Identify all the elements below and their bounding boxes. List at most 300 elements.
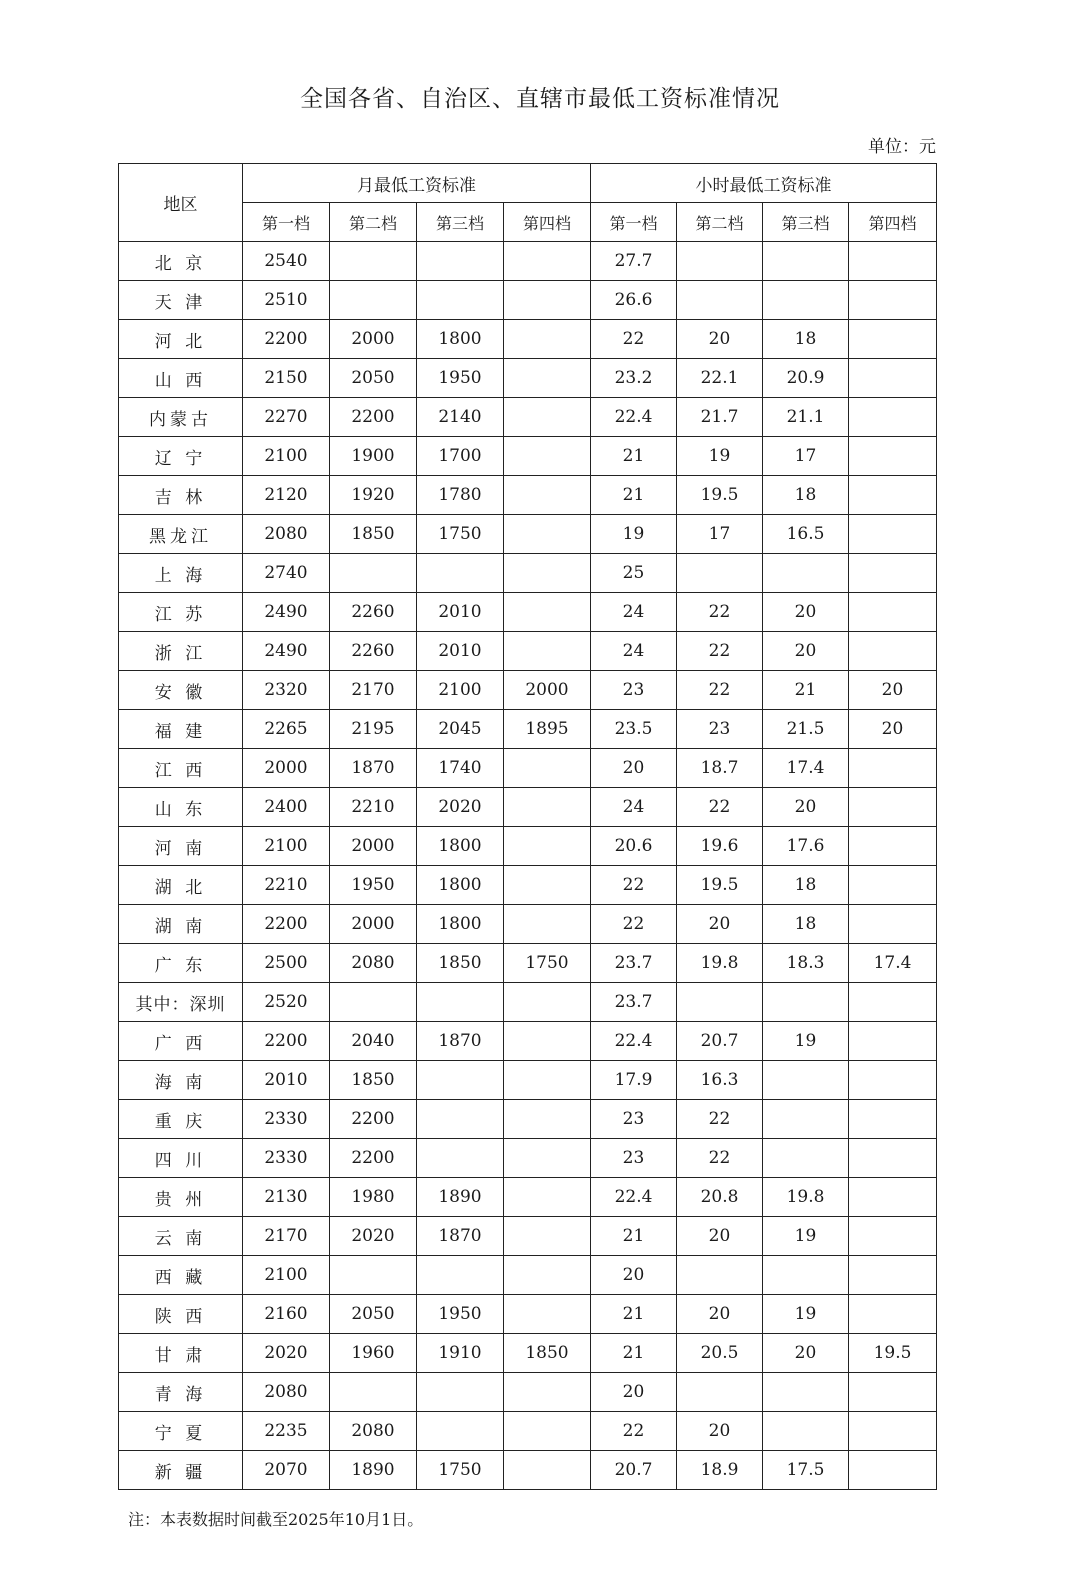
monthly-tier-3-cell [417, 1256, 504, 1295]
region-cell: 山 西 [119, 359, 243, 398]
monthly-tier-1-cell: 2200 [243, 1022, 330, 1061]
monthly-tier-2-cell: 2200 [330, 1139, 417, 1178]
monthly-tier-1-cell: 2740 [243, 554, 330, 593]
hourly-tier-3-cell: 20.9 [763, 359, 849, 398]
monthly-tier-4-cell [504, 983, 591, 1022]
region-cell: 安 徽 [119, 671, 243, 710]
hourly-tier-2-cell: 20 [677, 1217, 763, 1256]
monthly-tier-1-cell: 2520 [243, 983, 330, 1022]
monthly-tier-3-cell: 1850 [417, 944, 504, 983]
table-row [119, 1061, 937, 1100]
monthly-tier-2-cell: 2000 [330, 827, 417, 866]
monthly-tier-3-cell [417, 242, 504, 281]
monthly-tier-2-cell: 1870 [330, 749, 417, 788]
monthly-tier-4-cell [504, 866, 591, 905]
hourly-tier-2-cell: 22 [677, 788, 763, 827]
monthly-tier-1-cell: 2160 [243, 1295, 330, 1334]
hourly-tier-3-cell: 18 [763, 476, 849, 515]
table-row [119, 359, 937, 398]
monthly-tier-3-cell: 1740 [417, 749, 504, 788]
region-cell: 贵 州 [119, 1178, 243, 1217]
table-row [119, 476, 937, 515]
monthly-tier-3-cell: 1870 [417, 1022, 504, 1061]
table-row [119, 437, 937, 476]
region-cell: 其中：深圳 [119, 983, 243, 1022]
region-cell: 广 东 [119, 944, 243, 983]
table-row [119, 515, 937, 554]
hourly-tier-2-cell: 23 [677, 710, 763, 749]
region-cell: 山 东 [119, 788, 243, 827]
hourly-tier-2-cell: 20 [677, 320, 763, 359]
hourly-tier-4-cell [849, 1061, 937, 1100]
footnote: 注：本表数据时间截至2025年10月1日。 [128, 1510, 424, 1529]
hourly-tier-4-cell [849, 359, 937, 398]
hourly-tier-1-cell: 23.2 [591, 359, 677, 398]
table-row [119, 710, 937, 749]
monthly-tier-2-cell: 2195 [330, 710, 417, 749]
monthly-tier-3-cell: 1700 [417, 437, 504, 476]
table-row [119, 1022, 937, 1061]
hourly-tier-4-cell [849, 1100, 937, 1139]
hourly-tier-2-cell: 22 [677, 632, 763, 671]
hourly-tier-2-cell: 16.3 [677, 1061, 763, 1100]
hourly-tier-1-cell: 23 [591, 1100, 677, 1139]
hourly-tier-3-cell: 18 [763, 320, 849, 359]
monthly-tier-4-cell [504, 515, 591, 554]
hourly-tier-3-cell: 19 [763, 1295, 849, 1334]
monthly-tier-1-cell: 2320 [243, 671, 330, 710]
monthly-tier-3-cell: 1800 [417, 905, 504, 944]
hourly-tier-1-cell: 23.5 [591, 710, 677, 749]
monthly-tier-4-cell: 1895 [504, 710, 591, 749]
hourly-tier-3-cell: 18 [763, 905, 849, 944]
hourly-tier-1-cell: 20.7 [591, 1451, 677, 1490]
monthly-tier-4-cell [504, 1295, 591, 1334]
hourly-tier-1-cell: 22 [591, 1412, 677, 1451]
min-wage-table [118, 163, 937, 1490]
hourly-tier-3-cell: 21 [763, 671, 849, 710]
hourly-tier-4-cell [849, 1139, 937, 1178]
region-cell: 天 津 [119, 281, 243, 320]
region-cell: 福 建 [119, 710, 243, 749]
hourly-header: 小时最低工资标准 [591, 164, 937, 203]
unit-label: 单位：元 [868, 137, 936, 157]
monthly-tier-1-cell: 2265 [243, 710, 330, 749]
region-cell: 江 西 [119, 749, 243, 788]
monthly-tier-3-cell: 1870 [417, 1217, 504, 1256]
hourly-tier-1-cell: 20 [591, 1373, 677, 1412]
monthly-tier-2-cell [330, 242, 417, 281]
monthly-tier-3-cell: 1750 [417, 515, 504, 554]
hourly-tier-4-cell: 19.5 [849, 1334, 937, 1373]
region-cell: 新 疆 [119, 1451, 243, 1490]
monthly-tier-4-cell [504, 359, 591, 398]
monthly-tier-4-cell [504, 554, 591, 593]
hourly-tier-3-cell [763, 1061, 849, 1100]
hourly-tier-3-cell: 19 [763, 1217, 849, 1256]
table-row [119, 1412, 937, 1451]
monthly-tier-1-cell: 2235 [243, 1412, 330, 1451]
hourly-tier-3-cell: 17.4 [763, 749, 849, 788]
monthly-tier-3-cell [417, 983, 504, 1022]
region-cell: 陕 西 [119, 1295, 243, 1334]
monthly-header: 月最低工资标准 [243, 164, 591, 203]
monthly-tier-3-cell [417, 1412, 504, 1451]
hourly-tier-2-cell: 18.7 [677, 749, 763, 788]
monthly-tier-2-cell: 2200 [330, 1100, 417, 1139]
region-cell: 吉 林 [119, 476, 243, 515]
hourly-tier-1-cell: 21 [591, 1217, 677, 1256]
monthly-tier-4-cell [504, 437, 591, 476]
hourly-tier-1-cell: 23.7 [591, 944, 677, 983]
hourly-tier-2-cell: 22 [677, 1100, 763, 1139]
monthly-tier-4-cell [504, 1178, 591, 1217]
hourly-tier-1-cell: 24 [591, 788, 677, 827]
region-cell: 江 苏 [119, 593, 243, 632]
monthly-tier-4-cell [504, 1022, 591, 1061]
region-cell: 四 川 [119, 1139, 243, 1178]
hourly-tier-1-cell: 22 [591, 320, 677, 359]
hourly-tier-4-cell [849, 632, 937, 671]
monthly-tier-3-cell: 1950 [417, 1295, 504, 1334]
hourly-tier-4-cell [849, 1022, 937, 1061]
monthly-tier-3-cell: 2020 [417, 788, 504, 827]
hourly-tier-4-cell [849, 554, 937, 593]
hourly-tier-3-cell [763, 281, 849, 320]
hourly-tier-4-cell [849, 320, 937, 359]
monthly-tier-2-cell [330, 1373, 417, 1412]
hourly-tier-3-cell [763, 554, 849, 593]
monthly-tier-2-cell: 1920 [330, 476, 417, 515]
hourly-tier-1-cell: 27.7 [591, 242, 677, 281]
monthly-tier-2-cell [330, 281, 417, 320]
table-row [119, 1334, 937, 1373]
table-row [119, 242, 937, 281]
monthly-tier-4-cell [504, 905, 591, 944]
monthly-tier-3-cell: 2140 [417, 398, 504, 437]
monthly-tier-3-cell [417, 554, 504, 593]
monthly-tier-2-cell: 2050 [330, 1295, 417, 1334]
monthly-tier-2-cell: 2000 [330, 320, 417, 359]
hourly-tier-1-header: 第一档 [591, 203, 677, 242]
monthly-tier-1-cell: 2120 [243, 476, 330, 515]
monthly-tier-1-cell: 2330 [243, 1139, 330, 1178]
hourly-tier-1-cell: 23.7 [591, 983, 677, 1022]
monthly-tier-1-cell: 2490 [243, 593, 330, 632]
hourly-tier-3-cell: 20 [763, 788, 849, 827]
monthly-tier-2-cell [330, 983, 417, 1022]
hourly-tier-3-cell [763, 1139, 849, 1178]
hourly-tier-2-cell: 20 [677, 1295, 763, 1334]
hourly-tier-1-cell: 25 [591, 554, 677, 593]
region-cell: 河 南 [119, 827, 243, 866]
monthly-tier-4-cell: 1850 [504, 1334, 591, 1373]
monthly-tier-4-cell [504, 1217, 591, 1256]
hourly-tier-4-cell: 17.4 [849, 944, 937, 983]
region-cell: 黑龙江 [119, 515, 243, 554]
hourly-tier-4-cell [849, 437, 937, 476]
region-cell: 辽 宁 [119, 437, 243, 476]
monthly-tier-3-cell: 2010 [417, 593, 504, 632]
monthly-tier-4-cell [504, 281, 591, 320]
monthly-tier-1-cell: 2010 [243, 1061, 330, 1100]
hourly-tier-2-cell: 21.7 [677, 398, 763, 437]
table-row [119, 632, 937, 671]
hourly-tier-2-cell [677, 554, 763, 593]
region-cell: 甘 肃 [119, 1334, 243, 1373]
hourly-tier-2-cell: 20 [677, 905, 763, 944]
hourly-tier-4-cell [849, 1217, 937, 1256]
hourly-tier-1-cell: 20.6 [591, 827, 677, 866]
region-cell: 内蒙古 [119, 398, 243, 437]
monthly-tier-1-cell: 2200 [243, 320, 330, 359]
monthly-tier-2-cell: 2040 [330, 1022, 417, 1061]
hourly-tier-1-cell: 26.6 [591, 281, 677, 320]
region-cell: 上 海 [119, 554, 243, 593]
monthly-tier-2-cell [330, 1256, 417, 1295]
monthly-tier-1-header: 第一档 [243, 203, 330, 242]
table-row [119, 1373, 937, 1412]
table-row [119, 1178, 937, 1217]
hourly-tier-1-cell: 21 [591, 1295, 677, 1334]
monthly-tier-4-cell [504, 632, 591, 671]
monthly-tier-1-cell: 2000 [243, 749, 330, 788]
monthly-tier-1-cell: 2080 [243, 1373, 330, 1412]
monthly-tier-3-cell [417, 1100, 504, 1139]
table-row [119, 320, 937, 359]
monthly-tier-1-cell: 2170 [243, 1217, 330, 1256]
hourly-tier-1-cell: 22 [591, 905, 677, 944]
table-row [119, 1139, 937, 1178]
monthly-tier-1-cell: 2080 [243, 515, 330, 554]
hourly-tier-4-cell [849, 1451, 937, 1490]
region-cell: 海 南 [119, 1061, 243, 1100]
table-row [119, 1217, 937, 1256]
hourly-tier-2-cell: 20 [677, 1412, 763, 1451]
table-row [119, 1295, 937, 1334]
hourly-tier-2-cell: 19.5 [677, 866, 763, 905]
table-row [119, 749, 937, 788]
hourly-tier-4-cell [849, 593, 937, 632]
table-row [119, 593, 937, 632]
region-cell: 青 海 [119, 1373, 243, 1412]
region-cell: 河 北 [119, 320, 243, 359]
hourly-tier-3-cell: 20 [763, 1334, 849, 1373]
monthly-tier-3-cell [417, 1373, 504, 1412]
monthly-tier-2-cell: 2050 [330, 359, 417, 398]
monthly-tier-3-header: 第三档 [417, 203, 504, 242]
monthly-tier-2-cell: 1890 [330, 1451, 417, 1490]
monthly-tier-1-cell: 2210 [243, 866, 330, 905]
monthly-tier-4-cell [504, 1061, 591, 1100]
monthly-tier-3-cell: 2010 [417, 632, 504, 671]
monthly-tier-1-cell: 2540 [243, 242, 330, 281]
hourly-tier-4-header: 第四档 [849, 203, 937, 242]
table-row [119, 983, 937, 1022]
table-row [119, 671, 937, 710]
monthly-tier-4-cell [504, 1451, 591, 1490]
hourly-tier-2-cell: 22 [677, 1139, 763, 1178]
monthly-tier-4-cell [504, 827, 591, 866]
monthly-tier-1-cell: 2130 [243, 1178, 330, 1217]
hourly-tier-4-cell [849, 1178, 937, 1217]
hourly-tier-2-cell: 17 [677, 515, 763, 554]
monthly-tier-4-cell [504, 1256, 591, 1295]
hourly-tier-3-cell: 18.3 [763, 944, 849, 983]
hourly-tier-3-cell [763, 1373, 849, 1412]
hourly-tier-4-cell: 20 [849, 671, 937, 710]
hourly-tier-4-cell [849, 749, 937, 788]
region-cell: 浙 江 [119, 632, 243, 671]
region-cell: 重 庆 [119, 1100, 243, 1139]
hourly-tier-2-cell: 22 [677, 593, 763, 632]
hourly-tier-1-cell: 24 [591, 632, 677, 671]
monthly-tier-4-cell: 2000 [504, 671, 591, 710]
hourly-tier-1-cell: 20 [591, 1256, 677, 1295]
hourly-tier-4-cell [849, 1295, 937, 1334]
region-header: 地区 [119, 164, 243, 242]
hourly-tier-1-cell: 19 [591, 515, 677, 554]
monthly-tier-3-cell: 2100 [417, 671, 504, 710]
monthly-tier-4-cell [504, 1100, 591, 1139]
monthly-tier-1-cell: 2100 [243, 1256, 330, 1295]
monthly-tier-3-cell: 1800 [417, 827, 504, 866]
table-row [119, 827, 937, 866]
hourly-tier-2-cell: 19.8 [677, 944, 763, 983]
monthly-tier-2-cell: 2200 [330, 398, 417, 437]
monthly-tier-1-cell: 2400 [243, 788, 330, 827]
monthly-tier-1-cell: 2100 [243, 437, 330, 476]
hourly-tier-3-cell: 16.5 [763, 515, 849, 554]
hourly-tier-4-cell [849, 788, 937, 827]
monthly-tier-4-cell [504, 593, 591, 632]
table-row [119, 1256, 937, 1295]
monthly-tier-2-cell: 1950 [330, 866, 417, 905]
monthly-tier-4-cell [504, 788, 591, 827]
monthly-tier-2-cell: 2000 [330, 905, 417, 944]
monthly-tier-3-cell [417, 281, 504, 320]
page-title: 全国各省、自治区、直辖市最低工资标准情况 [300, 86, 780, 112]
monthly-tier-2-cell: 1850 [330, 515, 417, 554]
hourly-tier-4-cell: 20 [849, 710, 937, 749]
monthly-tier-4-cell [504, 320, 591, 359]
hourly-tier-2-cell: 19.5 [677, 476, 763, 515]
hourly-tier-4-cell [849, 398, 937, 437]
hourly-tier-2-cell: 19.6 [677, 827, 763, 866]
monthly-tier-4-cell [504, 398, 591, 437]
hourly-tier-3-header: 第三档 [763, 203, 849, 242]
region-cell: 北 京 [119, 242, 243, 281]
hourly-tier-3-cell [763, 1256, 849, 1295]
hourly-tier-2-cell: 22.1 [677, 359, 763, 398]
monthly-tier-2-cell: 2080 [330, 1412, 417, 1451]
monthly-tier-3-cell [417, 1061, 504, 1100]
monthly-tier-3-cell: 1800 [417, 320, 504, 359]
hourly-tier-1-cell: 21 [591, 1334, 677, 1373]
hourly-tier-1-cell: 23 [591, 671, 677, 710]
hourly-tier-4-cell [849, 515, 937, 554]
hourly-tier-3-cell: 21.5 [763, 710, 849, 749]
hourly-tier-4-cell [849, 1373, 937, 1412]
monthly-tier-3-cell: 1890 [417, 1178, 504, 1217]
monthly-tier-1-cell: 2510 [243, 281, 330, 320]
hourly-tier-4-cell [849, 905, 937, 944]
monthly-tier-2-cell: 1960 [330, 1334, 417, 1373]
monthly-tier-3-cell: 1910 [417, 1334, 504, 1373]
hourly-tier-3-cell: 19.8 [763, 1178, 849, 1217]
monthly-tier-1-cell: 2020 [243, 1334, 330, 1373]
hourly-tier-1-cell: 21 [591, 437, 677, 476]
monthly-tier-3-cell: 1950 [417, 359, 504, 398]
region-cell: 湖 北 [119, 866, 243, 905]
hourly-tier-1-cell: 23 [591, 1139, 677, 1178]
monthly-tier-2-cell: 2170 [330, 671, 417, 710]
monthly-tier-3-cell [417, 1139, 504, 1178]
hourly-tier-2-cell: 22 [677, 671, 763, 710]
hourly-tier-4-cell [849, 242, 937, 281]
monthly-tier-1-cell: 2490 [243, 632, 330, 671]
table-row [119, 788, 937, 827]
table-row [119, 866, 937, 905]
monthly-tier-2-header: 第二档 [330, 203, 417, 242]
hourly-tier-3-cell: 17.5 [763, 1451, 849, 1490]
hourly-tier-4-cell [849, 866, 937, 905]
hourly-tier-3-cell [763, 983, 849, 1022]
hourly-tier-1-cell: 22.4 [591, 1022, 677, 1061]
table-row [119, 944, 937, 983]
monthly-tier-4-cell [504, 1139, 591, 1178]
monthly-tier-2-cell: 1980 [330, 1178, 417, 1217]
monthly-tier-1-cell: 2100 [243, 827, 330, 866]
monthly-tier-2-cell: 2260 [330, 593, 417, 632]
hourly-tier-1-cell: 22.4 [591, 398, 677, 437]
table-row [119, 398, 937, 437]
hourly-tier-4-cell [849, 1256, 937, 1295]
hourly-tier-4-cell [849, 281, 937, 320]
monthly-tier-3-cell: 1800 [417, 866, 504, 905]
monthly-tier-3-cell: 1750 [417, 1451, 504, 1490]
monthly-tier-4-cell: 1750 [504, 944, 591, 983]
hourly-tier-2-cell [677, 281, 763, 320]
hourly-tier-2-cell [677, 242, 763, 281]
hourly-tier-2-cell: 20.7 [677, 1022, 763, 1061]
hourly-tier-4-cell [849, 1412, 937, 1451]
hourly-tier-3-cell: 17.6 [763, 827, 849, 866]
monthly-tier-4-cell [504, 1412, 591, 1451]
monthly-tier-4-cell [504, 242, 591, 281]
monthly-tier-2-cell: 1900 [330, 437, 417, 476]
table-body [119, 242, 937, 1490]
monthly-tier-4-cell [504, 749, 591, 788]
region-cell: 云 南 [119, 1217, 243, 1256]
monthly-tier-1-cell: 2270 [243, 398, 330, 437]
region-cell: 广 西 [119, 1022, 243, 1061]
hourly-tier-2-cell [677, 983, 763, 1022]
hourly-tier-2-cell: 20.5 [677, 1334, 763, 1373]
monthly-tier-4-cell [504, 476, 591, 515]
hourly-tier-3-cell: 19 [763, 1022, 849, 1061]
region-cell: 宁 夏 [119, 1412, 243, 1451]
monthly-tier-1-cell: 2150 [243, 359, 330, 398]
table-row [119, 281, 937, 320]
hourly-tier-2-cell [677, 1256, 763, 1295]
monthly-tier-2-cell: 2260 [330, 632, 417, 671]
hourly-tier-2-cell: 20.8 [677, 1178, 763, 1217]
region-cell: 西 藏 [119, 1256, 243, 1295]
monthly-tier-2-cell: 1850 [330, 1061, 417, 1100]
hourly-tier-3-cell: 18 [763, 866, 849, 905]
table-row [119, 1100, 937, 1139]
